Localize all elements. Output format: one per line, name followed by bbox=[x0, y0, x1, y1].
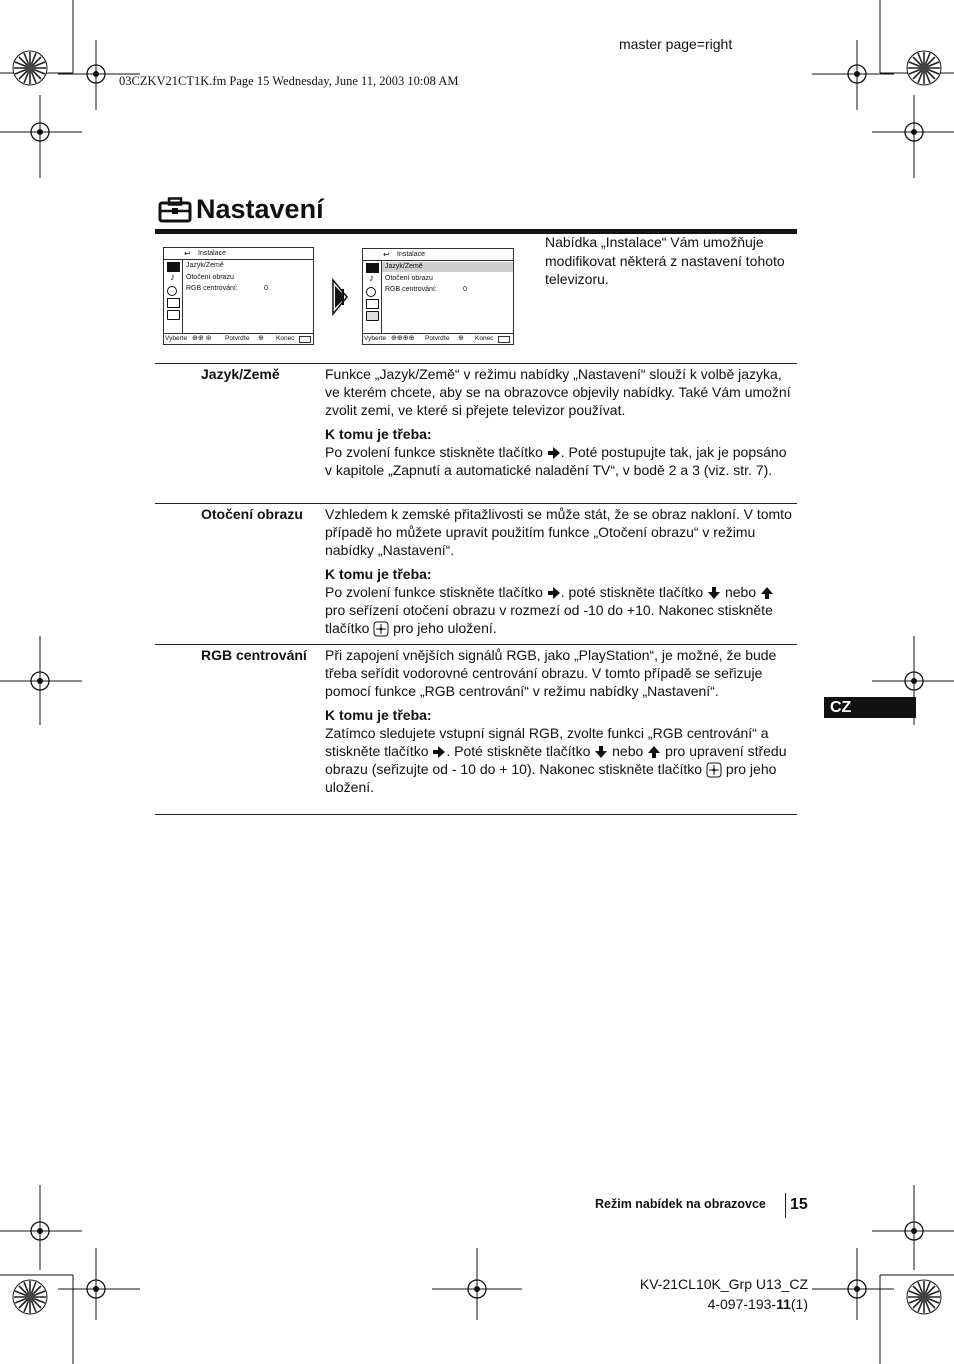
return-icon: ↩ bbox=[184, 249, 191, 258]
right-arrow-button-icon bbox=[547, 446, 561, 460]
footer-exit-label: Konec bbox=[475, 335, 494, 342]
intro-text: Nabídka „Instalace“ Vám umožňuje modifikovat některá z nastavení tohoto televizoru. bbox=[545, 234, 785, 287]
down-arrow-button-icon bbox=[707, 586, 721, 600]
procedure-text bbox=[325, 443, 797, 479]
procedure-heading: K tomu je třeba: bbox=[325, 566, 432, 582]
menu-title: Instalace bbox=[397, 251, 426, 258]
menu-screen-right bbox=[362, 248, 514, 345]
menu-item: Jazyk/Země bbox=[186, 262, 224, 269]
footer-confirm-label: Potvrďte bbox=[425, 335, 450, 342]
chapter-name: Režim nabídek na obrazovce bbox=[595, 1197, 766, 1211]
procedure-text-part: pro upravení středu obrazu (seřizujte od - 10 do + 10). Nakonec stiskněte tlačítko bbox=[325, 743, 787, 777]
row-description: Při zapojení vnějších signálů RGB, jako „PlayStation“, je možné, že bude třeba seřídit vodorovné centrování obrazu. V tomto případě se seřizuje pomocí funkce „RGB centrování“ v režimu nabídky „Nastavení“. bbox=[325, 647, 777, 699]
row-divider bbox=[155, 363, 797, 364]
music-icon: ♪ bbox=[369, 273, 374, 284]
part-number-bold: 11 bbox=[776, 1296, 791, 1312]
menu-value: 0 bbox=[264, 285, 268, 292]
row-description: Vzhledem k zemské přitažlivosti se může stát, že se obraz nakloní. V tomto případě ho můžete upravit použitím funkce „Otočení obrazu“ v režimu nabídky „Nastavení“. bbox=[325, 506, 792, 558]
menu-item: RGB centrování: bbox=[186, 285, 238, 292]
setup-toolbox-icon bbox=[366, 311, 379, 321]
row-divider bbox=[155, 644, 797, 645]
menu-item: RGB centrování: bbox=[385, 286, 437, 293]
ok-button-icon bbox=[706, 762, 722, 778]
arrow-keys-icon: ⊕⊕⊕⊕ bbox=[391, 335, 415, 342]
menu-icon-column bbox=[164, 259, 183, 334]
picture-icon bbox=[366, 263, 379, 273]
procedure-text-part: . Poté postupujte tak, jak je popsáno v kapitole „Zapnutí a automatické naladění TV“, v bodě 2 a 3 (viz. str. 7). bbox=[325, 444, 787, 478]
menu-icon-column bbox=[363, 260, 382, 334]
menu-item-highlighted: Jazyk/Země bbox=[385, 263, 423, 270]
master-page-label: master page=right bbox=[619, 36, 733, 52]
up-arrow-button-icon bbox=[647, 745, 661, 759]
menu-value: 0 bbox=[463, 286, 467, 293]
menu-title: Instalace bbox=[198, 250, 227, 257]
footer-confirm-label: Potvrďte bbox=[225, 335, 250, 342]
model-code: KV-21CL10K_Grp U13_CZ bbox=[639, 1276, 808, 1292]
procedure-text-part: pro jeho uložení. bbox=[393, 620, 497, 636]
ok-key-icon: ⊕ bbox=[458, 335, 464, 342]
menu-key-icon bbox=[498, 336, 510, 343]
section-heading bbox=[158, 194, 324, 225]
part-number bbox=[708, 1296, 808, 1312]
procedure-text-part: nebo bbox=[612, 743, 644, 759]
menu-key-icon bbox=[299, 336, 311, 343]
footer-separator bbox=[785, 1193, 786, 1218]
preset-icon bbox=[366, 299, 379, 309]
menu-header bbox=[164, 248, 313, 260]
return-icon: ↩ bbox=[383, 250, 390, 259]
music-icon: ♪ bbox=[170, 272, 175, 283]
page-title: Nastavení bbox=[196, 194, 324, 224]
language-tab bbox=[824, 697, 916, 718]
procedure-text-part: Po zvolení funkce stiskněte tlačítko bbox=[325, 444, 543, 460]
menu-item: Otočení obrazu bbox=[385, 275, 433, 282]
timer-icon bbox=[167, 286, 177, 296]
procedure-text-part: pro seřízení otočení obrazu v rozmezí od -10 do +10. Nakonec stiskněte tlačítko bbox=[325, 602, 773, 636]
file-info: 03CZKV21CT1K.fm Page 15 Wednesday, June 11, 2003 10:08 AM bbox=[119, 74, 459, 88]
right-arrow-button-icon bbox=[432, 745, 446, 759]
footer-select-label: Vyberte bbox=[165, 335, 188, 342]
footer-select-label: Vyberte bbox=[364, 335, 387, 342]
procedure-text-part: . poté stiskněte tlačítko bbox=[560, 584, 704, 600]
procedure-text-part: Zatímco sledujete vstupní signál RGB, zvolte funkci „RGB centrování“ a stiskněte tlačítko bbox=[325, 725, 769, 759]
menu-footer bbox=[363, 333, 513, 344]
procedure-text-part: nebo bbox=[724, 584, 757, 600]
procedure-text-part: Po zvolení funkce stiskněte tlačítko bbox=[325, 584, 543, 600]
page-number: 15 bbox=[790, 1196, 808, 1213]
row-body-language bbox=[325, 365, 797, 479]
row-description: Funkce „Jazyk/Země“ v režimu nabídky „Nastavení“ slouží k volbě jazyka, ve kterém chcete, aby se na obrazovce objevily nabídky. Také Vám umožní zvolit zemi, ve které si přejete televizor používat. bbox=[325, 366, 791, 418]
picture-icon bbox=[167, 262, 180, 272]
menu-header bbox=[363, 249, 513, 261]
procedure-heading: K tomu je třeba: bbox=[325, 707, 432, 723]
row-body-rgb bbox=[325, 646, 797, 796]
menu-footer bbox=[164, 333, 313, 344]
part-number-suffix: (1) bbox=[790, 1296, 808, 1312]
menu-item: Otočení obrazu bbox=[186, 274, 234, 281]
language-tab-label: CZ bbox=[830, 699, 852, 716]
timer-icon bbox=[366, 287, 376, 297]
procedure-text-part: . Poté stiskněte tlačítko bbox=[446, 743, 591, 759]
procedure-heading: K tomu je třeba: bbox=[325, 426, 432, 442]
ok-key-icon: ⊕ bbox=[258, 335, 264, 342]
row-title-rgb: RGB centrování bbox=[201, 647, 307, 663]
procedure-text bbox=[325, 724, 797, 796]
row-divider bbox=[155, 814, 797, 815]
right-arrow-icon bbox=[330, 278, 350, 316]
row-body-rotation bbox=[325, 505, 797, 637]
setup-toolbox-icon bbox=[167, 310, 180, 320]
ok-button-icon bbox=[373, 621, 389, 637]
right-arrow-button-icon bbox=[547, 586, 561, 600]
procedure-text-part: pro jeho uložení. bbox=[325, 761, 777, 796]
preset-icon bbox=[167, 298, 180, 308]
part-number-prefix: 4-097-193- bbox=[707, 1296, 777, 1312]
row-divider bbox=[155, 503, 797, 504]
menu-screen-left bbox=[163, 247, 314, 345]
row-title-language: Jazyk/Země bbox=[201, 366, 280, 382]
arrow-keys-icon: ⊕⊕ ⊛ bbox=[192, 335, 212, 342]
up-arrow-button-icon bbox=[760, 586, 774, 600]
row-title-rotation: Otočení obrazu bbox=[201, 506, 303, 522]
procedure-text bbox=[325, 583, 797, 637]
footer-exit-label: Konec bbox=[276, 335, 295, 342]
toolbox-icon bbox=[158, 197, 192, 223]
down-arrow-button-icon bbox=[594, 745, 608, 759]
